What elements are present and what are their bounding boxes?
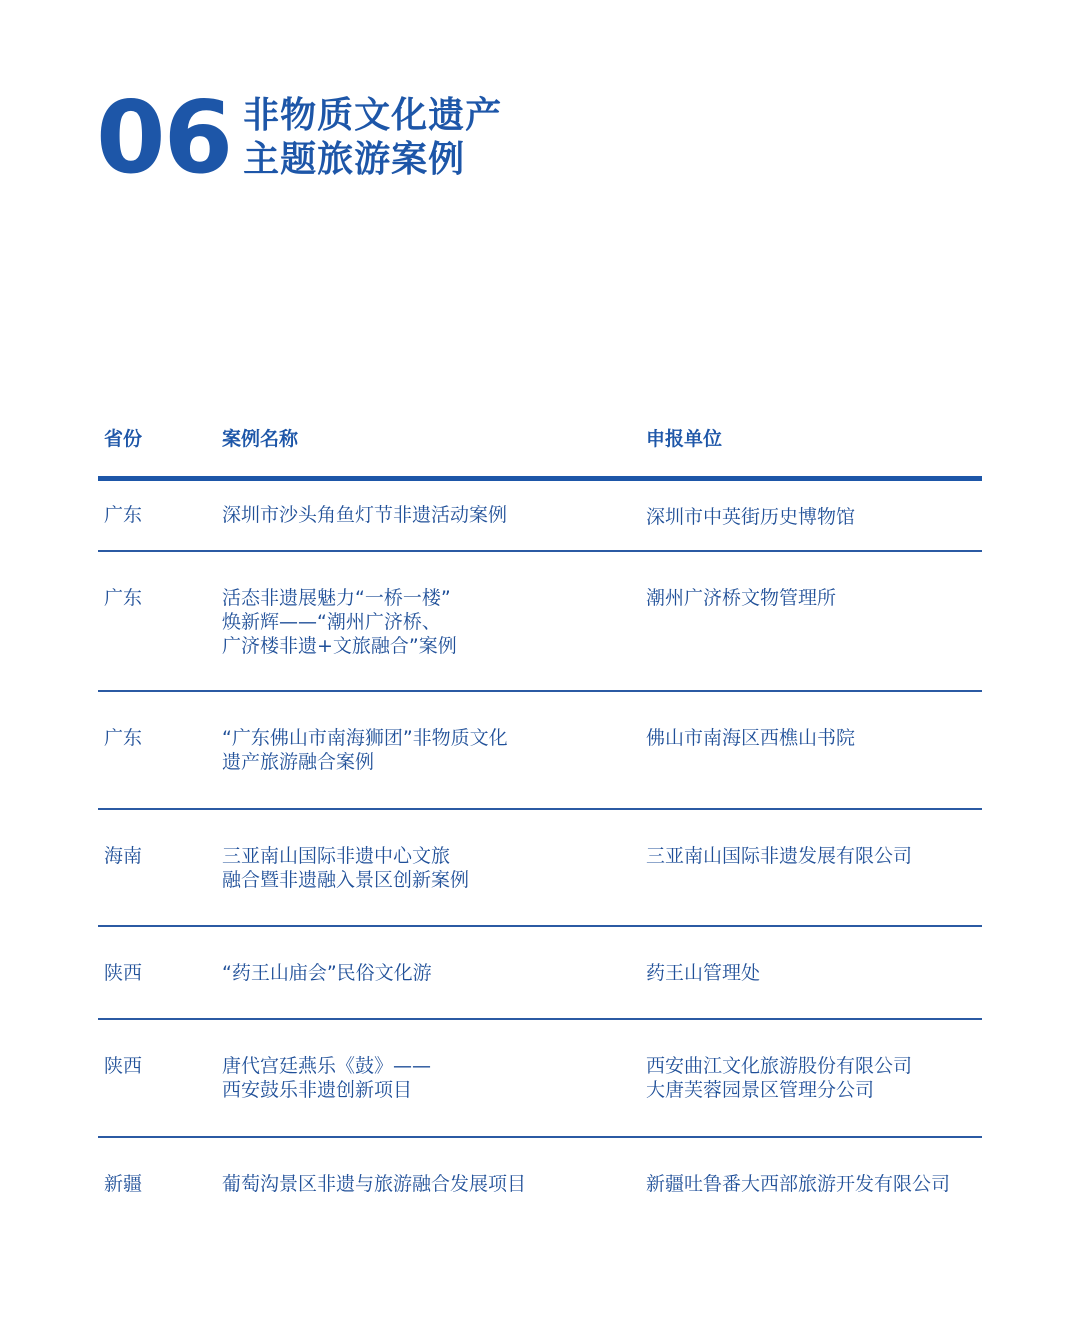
case-name-cell: 深圳市沙头角鱼灯节非遗活动案例: [222, 504, 508, 526]
unit-cell: 潮州广济桥文物管理所: [646, 587, 837, 609]
case-name-cell: 活态非遗展魅力“一桥一楼” 焕新辉——“潮州广济桥、 广济楼非遗+文旅融合”案例: [222, 587, 457, 657]
province-cell: 海南: [104, 845, 143, 867]
unit-cell: 新疆吐鲁番大西部旅游开发有限公司: [646, 1173, 951, 1195]
column-header-case-name: 案例名称: [222, 428, 299, 450]
unit-cell: 西安曲江文化旅游股份有限公司 大唐芙蓉园景区管理分公司: [646, 1055, 913, 1101]
column-header-province: 省份: [104, 428, 143, 450]
case-name-cell: 三亚南山国际非遗中心文旅 融合暨非遗融入景区创新案例: [222, 845, 470, 891]
table-row: [98, 1020, 982, 1138]
province-cell: 陕西: [104, 1055, 143, 1077]
section-number: 06: [96, 79, 232, 196]
table-row: [98, 552, 982, 692]
section-title-line-1: 非物质文化遗产: [243, 95, 503, 136]
unit-cell: 佛山市南海区西樵山书院: [646, 727, 856, 749]
case-name-cell: 唐代宫廷燕乐《鼓》—— 西安鼓乐非遗创新项目: [222, 1055, 432, 1101]
case-name-cell: “广东佛山市南海狮团”非物质文化 遗产旅游融合案例: [222, 727, 508, 773]
unit-cell: 药王山管理处: [646, 962, 761, 984]
province-cell: 广东: [104, 504, 143, 526]
case-name-cell: 葡萄沟景区非遗与旅游融合发展项目: [222, 1173, 527, 1195]
section-title-line-2: 主题旅游案例: [243, 139, 466, 180]
table-header: [98, 410, 982, 481]
province-cell: 广东: [104, 587, 143, 609]
case-name-cell: “药王山庙会”民俗文化游: [222, 962, 432, 984]
section-title: [243, 94, 502, 182]
province-cell: 新疆: [104, 1173, 143, 1195]
column-header-unit: 申报单位: [646, 428, 723, 450]
table-row: [98, 692, 982, 810]
unit-cell: 深圳市中英街历史博物馆: [646, 506, 856, 528]
page-header: [96, 79, 503, 196]
table-row: [98, 927, 982, 1020]
table-row: [98, 1138, 982, 1218]
province-cell: 广东: [104, 727, 143, 749]
case-table: [98, 410, 982, 1218]
table-row: [98, 481, 982, 552]
table-row: [98, 810, 982, 927]
unit-cell: 三亚南山国际非遗发展有限公司: [646, 845, 913, 867]
province-cell: 陕西: [104, 962, 143, 984]
